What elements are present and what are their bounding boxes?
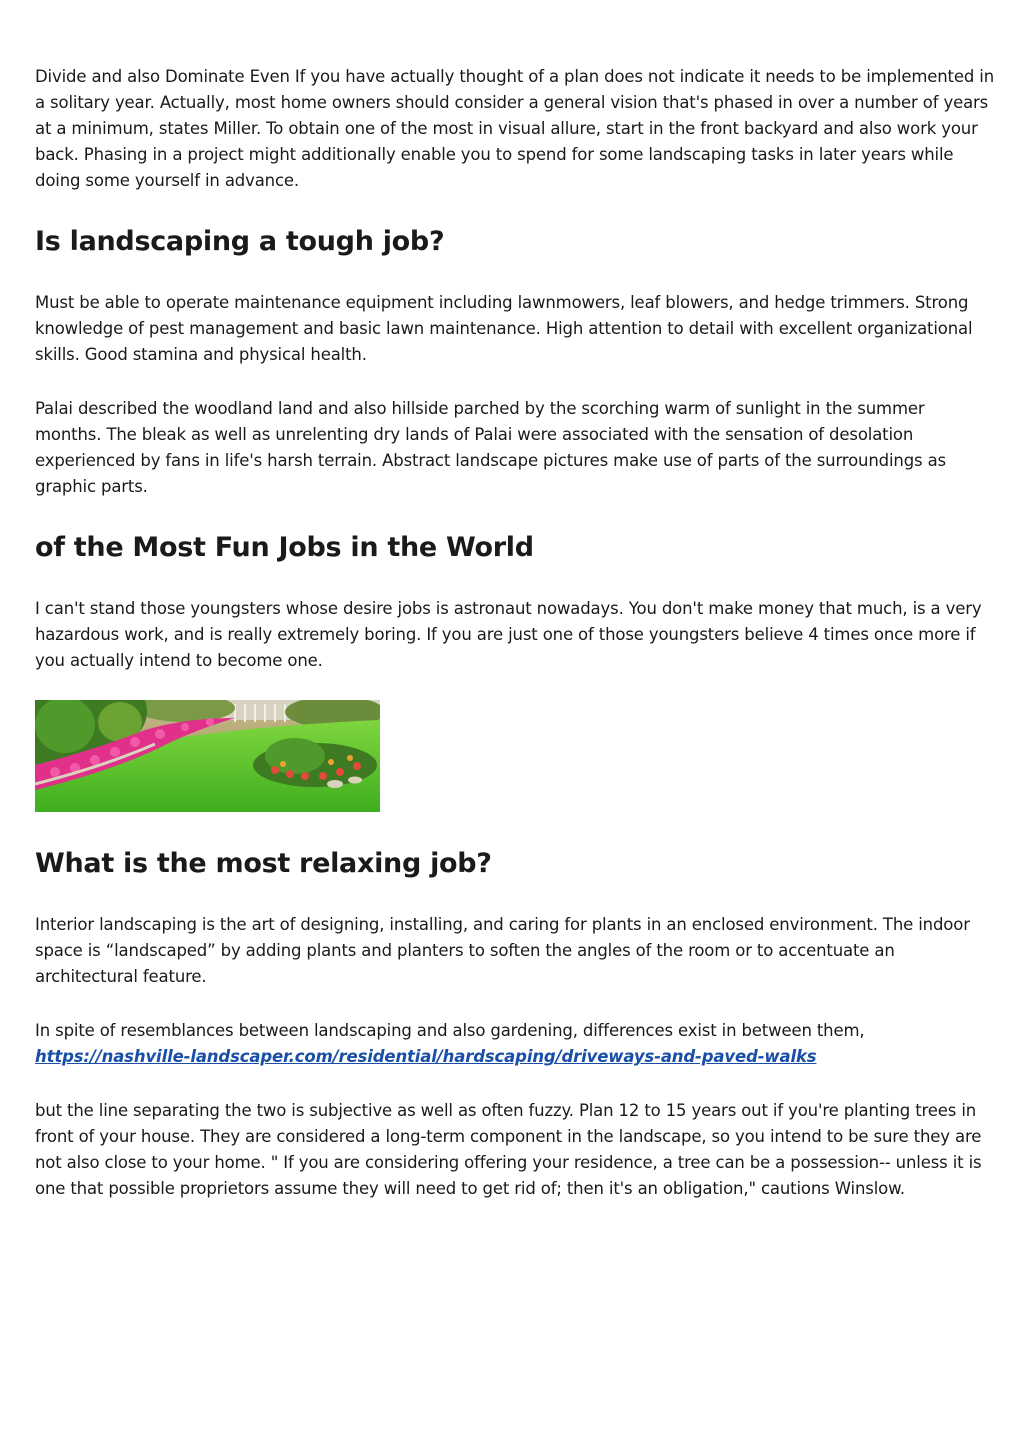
interior-paragraph: Interior landscaping is the art of designing, installing, and caring for plants in an enclosed environment. The indoor space is “landscaped” by adding plants and planters to soften the angles of the room or to accentuate an architectural feature. [35,915,970,986]
palai-paragraph: Palai described the woodland land and also hillside parched by the scorching warm of sunlight in the summer months. The bleak as well as unrelenting dry lands of Palai were associated with the sensation of desolation experienced by fans in life's harsh terrain. Abstract landscape pictures make use of parts of the surroundings as graphic parts. [35,399,946,496]
heading-fun-jobs: of the Most Fun Jobs in the World [35,532,534,563]
trees-paragraph: but the line separating the two is subjective as well as often fuzzy. Plan 12 to 15 years out if you're planting trees in front of your house. They are considered a long-term component in the landscape, so you intend to be sure they are not also close to your home. " If you are considering offering your residence, a tree can be a possession-- unless it is one that possible proprietors assume they will need to get rid of; then it's an obligation," cautions Winslow. [35,1101,982,1198]
intro-paragraph: Divide and also Dominate Even If you have actually thought of a plan does not indicate it needs to be implemented in a solitary year. Actually, most home owners should consider a general vision that's phased in over a number of years at a minimum, states Miller. To obtain one of the most in visual allure, start in the front backyard and also work your back. Phasing in a project might additionally enable you to spend for some landscaping tasks in later years while doing some yourself in advance. [35,67,995,190]
requirements-paragraph: Must be able to operate maintenance equipment including lawnmowers, leaf blowers, and hedge trimmers. Strong knowledge of pest management and basic lawn maintenance. High attention to detail with excellent organizational skills. Good stamina and physical health. [35,293,973,364]
garden-image [35,700,380,812]
driveways-link[interactable]: https://nashville-landscaper.com/residential/hardscaping/driveways-and-paved-walks [35,1047,817,1066]
heading-relaxing-job: What is the most relaxing job? [35,848,492,879]
heading-tough-job: Is landscaping a tough job? [35,226,445,257]
gardening-paragraph [35,1018,995,1070]
gardening-text: In spite of resemblances between landscaping and also gardening, differences exist in between them, [35,1021,865,1040]
article [35,64,995,1202]
astronaut-paragraph: I can't stand those youngsters whose desire jobs is astronaut nowadays. You don't make money that much, is a very hazardous work, and is really extremely boring. If you are just one of those youngsters believe 4 times once more if you actually intend to become one. [35,599,982,670]
